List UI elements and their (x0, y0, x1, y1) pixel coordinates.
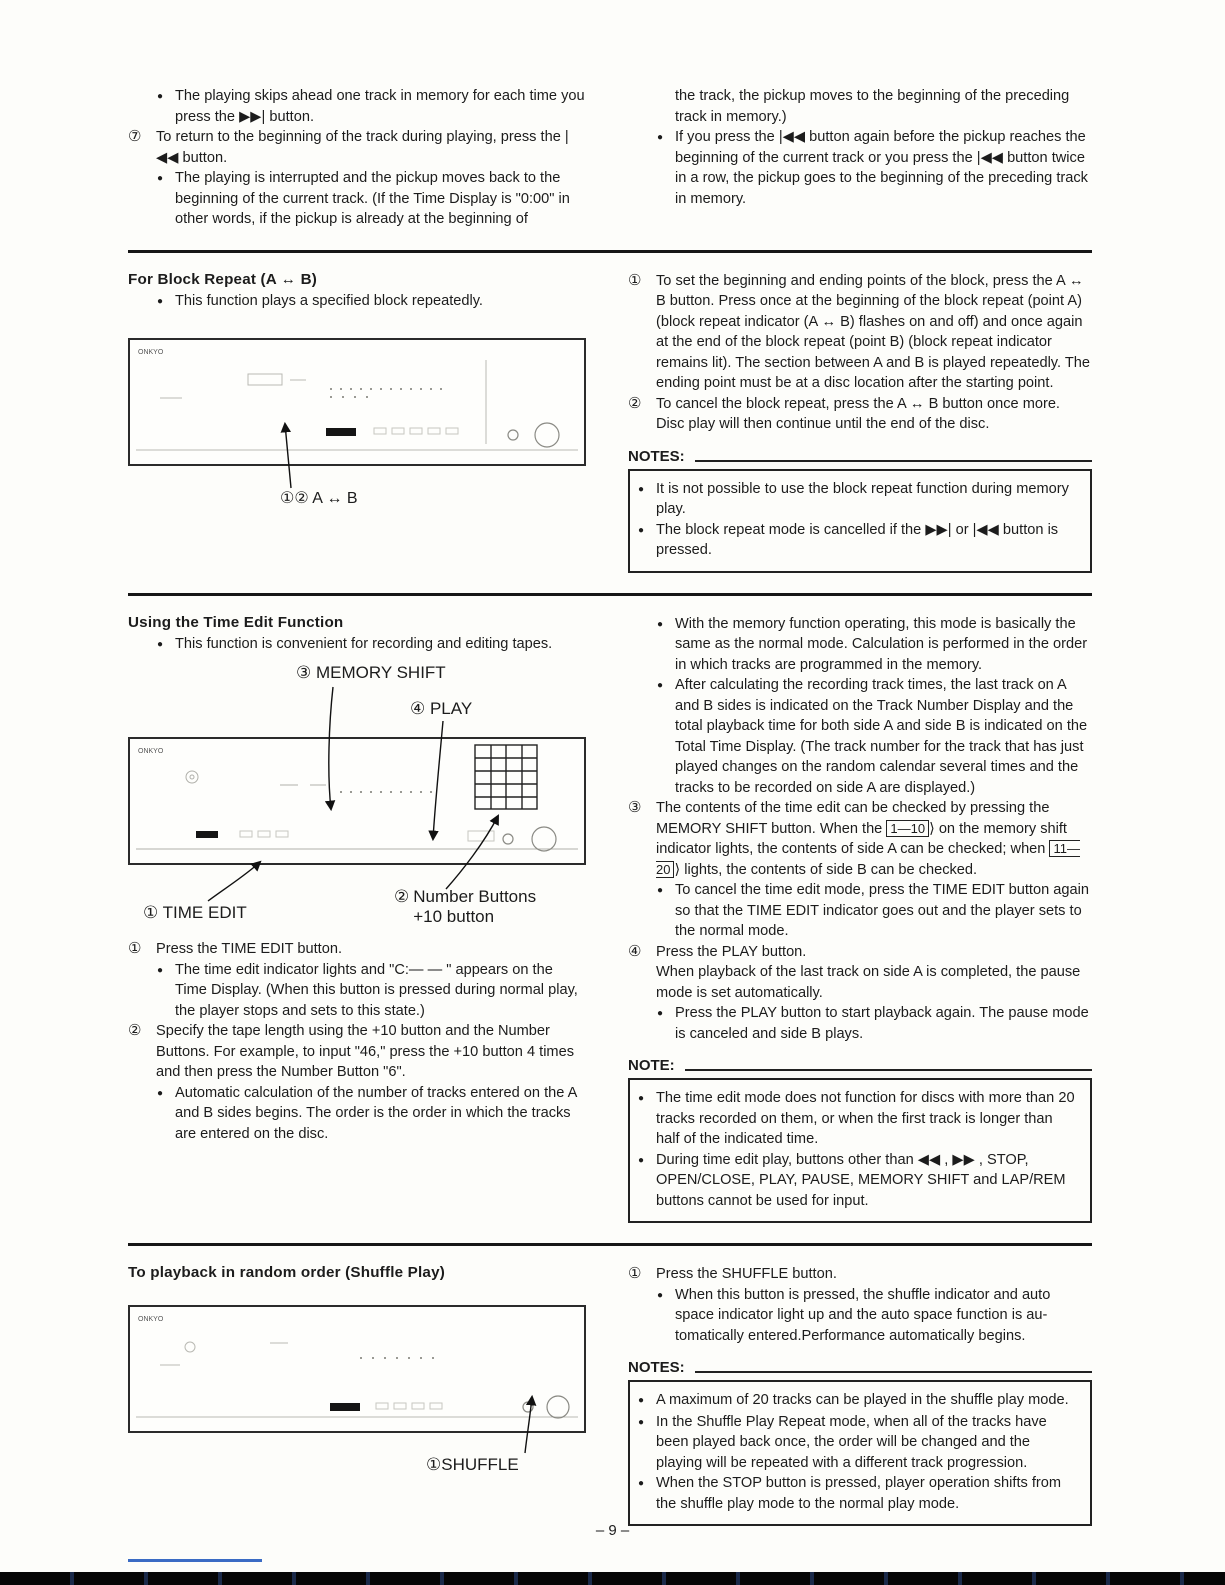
figure-callout-number-buttons (394, 887, 536, 927)
bullet-icon: ● (638, 1395, 645, 1406)
bullet-icon: ● (638, 1093, 645, 1104)
numbered-step (628, 271, 1092, 394)
step-number: ② (394, 887, 410, 906)
bullet-icon: ● (657, 680, 664, 691)
angle-glyph: ⟩ (929, 820, 935, 837)
highlighted-ab-button (326, 428, 356, 436)
bullet-item (628, 614, 1092, 676)
notes-label: NOTES: (628, 447, 685, 465)
body-text: To cancel the block repeat, press the A ↔ B button once more. Disc play will then continue until the end of the disc. (656, 395, 1060, 432)
bullet-icon: ● (157, 91, 164, 102)
note-text: During time edit play, buttons other than ◀◀ , ▶▶ , STOP, OPEN/CLOSE, PLAY, PAUSE, MEMORY SHIFT and LAP/REM buttons cannot be used for input. (656, 1151, 1066, 1209)
body-text: The playing is interrupted and the pickup moves back to the beginning of the current track. (If the Time Display is "0:00" in other words, if the pickup is already at the beginning of (175, 170, 570, 227)
bullet-item (128, 291, 586, 313)
notes-heading (628, 448, 1092, 465)
body-text: Press the PLAY button. (656, 943, 807, 960)
bullet-item (628, 1003, 1092, 1044)
block-repeat-figure (128, 338, 588, 524)
figure-callout-shuffle: ①SHUFFLE (426, 1455, 519, 1474)
step-number: ① (628, 1266, 642, 1282)
notes-underline (695, 460, 1092, 462)
step-number: ② (628, 395, 642, 412)
notes-underline (695, 1371, 1092, 1373)
note-text: The block repeat mode is cancelled if the ▶▶| or |◀◀ button is pressed. (656, 521, 1059, 558)
note-item (636, 1412, 1080, 1474)
bullet-icon: ● (657, 132, 664, 143)
brand-text: ONKYO (138, 349, 164, 356)
notes-box (628, 1380, 1092, 1526)
callout-arrow-time-edit (208, 862, 260, 901)
block-repeat-left-column (128, 271, 586, 573)
body-text: To cancel the time edit mode, press the TIME EDIT button again so that the TIME EDIT indicator goes out and the player sets to the normal mode. (675, 882, 1089, 939)
bullet-icon: ● (638, 1154, 645, 1166)
cd-player-front-panel (128, 1305, 586, 1433)
note-text: It is not possible to use the block repeat function during memory play. (656, 480, 1069, 517)
note-box (628, 1078, 1092, 1223)
cd-player-panel-drawing (130, 739, 584, 863)
cd-player-panel-drawing (130, 1307, 584, 1431)
note-item (636, 1088, 1080, 1150)
bullet-item (128, 168, 586, 230)
note-text: The time edit mode does not function for discs with more than 20 tracks recorded on them, or when the first track is longer than half of the indicated time. (656, 1090, 1075, 1147)
page-number: – 9 – (595, 1522, 630, 1539)
scan-blue-mark (128, 1559, 262, 1562)
body-text: Press the SHUFFLE button. (656, 1266, 837, 1282)
notes-box (628, 469, 1092, 573)
highlighted-shuffle-button (330, 1403, 360, 1411)
number-pad-grid (475, 745, 537, 809)
body-text: Press the PLAY button to start playback again. The pause mode is canceled and side B plays. (675, 1005, 1089, 1042)
bullet-icon: ● (657, 1008, 664, 1019)
bullet-icon: ● (638, 483, 645, 495)
block-repeat-right-column (628, 271, 1092, 573)
note-item (636, 1473, 1080, 1514)
bullet-item (128, 634, 586, 656)
brand-text: ONKYO (138, 748, 164, 755)
body-text: The time edit indicator lights and "C:— — " appears on the Time Display. (When this button is pressed during normal play, the player stops and sets to this state.) (175, 961, 578, 1019)
numbered-step (628, 394, 1092, 435)
shuffle-right-column (628, 1264, 1092, 1526)
figure-callout-play: ④ PLAY (410, 699, 473, 718)
track-skip-right-column (628, 86, 1092, 230)
body-text: the track, the pickup moves to the beginning of the preceding track in memory.) (675, 88, 1070, 125)
numbered-step (128, 1021, 586, 1083)
figure-callout-ab: ①② A ↔ B (280, 490, 358, 507)
text-run: lights, the contents of side B can be checked. (680, 861, 978, 878)
numbered-step (128, 939, 586, 960)
cd-player-front-panel (128, 338, 586, 466)
cd-player-front-panel (128, 737, 586, 865)
note-text: When the STOP button is pressed, player operation shifts from the shuffle play mode to the normal play mode. (656, 1475, 1062, 1512)
section-heading: To playback in random order (Shuffle Play) (128, 1264, 445, 1281)
time-edit-left-column (128, 614, 586, 1224)
text-run: The contents of the time edit can be checked by pressing the MEMORY SHIFT button. When the (656, 800, 1050, 837)
section-shuffle (128, 1264, 1092, 1526)
notes-heading (628, 1359, 1092, 1376)
step-number: ⑦ (128, 129, 142, 145)
step-number: ④ (628, 943, 642, 960)
body-text: The playing skips ahead one track in memory for each time you press the ▶▶| button. (175, 88, 585, 125)
note-heading (628, 1057, 1092, 1074)
angle-glyph: ⟩ (674, 861, 681, 878)
bullet-icon: ● (638, 1478, 645, 1489)
bullet-icon: ● (657, 885, 664, 896)
bullet-icon: ● (638, 1416, 645, 1428)
note-item (636, 520, 1080, 561)
bullet-icon: ● (638, 524, 645, 536)
body-text: If you press the |◀◀ button again before the pickup reaches the beginning of the current track or you press the |◀◀ button twice in a row, the pickup goes to the beginning of the preceding track in memory. (675, 129, 1088, 207)
body-text (656, 798, 1092, 880)
callout-line: Number Buttons (413, 887, 537, 906)
time-edit-right-column (628, 614, 1092, 1224)
text-run: on the memory shift indicator lights, the contents of side A can be checked; when (656, 820, 1067, 857)
section-track-skip (128, 86, 1092, 230)
body-text: To set the beginning and ending points of the block, press the A ↔ B button. Press once at the beginning of the block repeat (point A) (block repeat indicator (A ↔ B) flashes on and off) and once again at the end of the block repeat (point B) (block repeat indicator remains lit). The section between A and B is played repeatedly. The ending point must be at a disc location after the starting point. (656, 272, 1091, 391)
section-divider (128, 593, 1092, 596)
cd-player-panel-drawing (130, 340, 584, 464)
body-text: Press the TIME EDIT button. (156, 941, 343, 957)
body-text: After calculating the recording track times, the last track on A and B sides is indicated on the Track Number Display and the total playback time for both side A and side B is indicated on the Total Time Display. (The track number for the track that has just played changes on the random calendar several times and the tracks to be recorded on side A are displayed.) (675, 677, 1088, 796)
body-text: When this button is pressed, the shuffle indicator and auto space indicator light up and the auto space function is au- tomatically entered.Performance automatically begins. (675, 1286, 1051, 1344)
bullet-icon: ● (157, 964, 164, 976)
section-divider (128, 1243, 1092, 1246)
memory-shift-range-badge: 1—10 (886, 820, 929, 837)
bullet-icon: ● (157, 1087, 164, 1099)
note-underline (685, 1069, 1092, 1071)
figure-callout-time-edit: ① TIME EDIT (143, 903, 247, 922)
bullet-item (128, 86, 586, 127)
page-content (128, 86, 1092, 1526)
highlighted-time-edit-button (196, 831, 218, 838)
bullet-item (628, 675, 1092, 798)
note-label: NOTE: (628, 1057, 675, 1074)
bullet-item (628, 880, 1092, 942)
numbered-step (628, 798, 1092, 880)
brand-text: ONKYO (138, 1316, 164, 1323)
bullet-item (628, 127, 1092, 209)
bullet-icon: ● (157, 295, 164, 307)
body-text: With the memory function operating, this mode is basically the same as the normal mode. Calculation is performed in the order in which tracks are programmed in the memory. (675, 615, 1088, 673)
figure-callout-memory-shift: ③ MEMORY SHIFT (296, 663, 446, 682)
numbered-step (628, 942, 1092, 1004)
bullet-item (628, 1285, 1092, 1347)
bullet-icon: ● (657, 1289, 664, 1301)
body-text: Automatic calculation of the number of tracks entered on the A and B sides begins. The order is the order in which the tracks are entered on the disc. (175, 1084, 577, 1142)
bullet-icon: ● (157, 173, 164, 184)
body-text: This function is convenient for recording and editing tapes. (175, 635, 553, 652)
note-item (636, 1150, 1080, 1212)
section-divider (128, 250, 1092, 253)
shuffle-figure (128, 1305, 588, 1491)
shuffle-left-column (128, 1264, 586, 1526)
bullet-icon: ● (157, 638, 164, 650)
body-text: Specify the tape length using the +10 button and the Number Buttons. For example, to input "46," press the +10 button 4 times and then press the Number Button "6". (156, 1023, 575, 1080)
body-text: When playback of the last track on side A is completed, the pause mode is set automatically. (656, 964, 1081, 1001)
callout-line: +10 button (413, 907, 495, 926)
body-text: This function plays a specified block repeatedly. (175, 292, 483, 309)
section-heading: For Block Repeat (A ↔ B) (128, 270, 318, 288)
notes-label: NOTES: (628, 1359, 685, 1376)
section-heading: Using the Time Edit Function (128, 613, 344, 631)
time-edit-figure (128, 663, 588, 931)
bullet-item (128, 960, 586, 1022)
step-number: ① (628, 272, 642, 289)
note-item (636, 1390, 1080, 1412)
note-text: In the Shuffle Play Repeat mode, when all of the tracks have been played back once, the order will be changed and the playing will be repeated with a different track progression. (656, 1413, 1047, 1471)
numbered-step (128, 127, 586, 168)
step-number: ① (128, 941, 142, 957)
section-block-repeat (128, 271, 1092, 573)
memory-shift-range-badge: 11—20 (656, 841, 1080, 877)
section-time-edit (128, 614, 1092, 1224)
step-number: ② (128, 1023, 142, 1039)
note-item (636, 479, 1080, 520)
body-text: To return to the beginning of the track during playing, press the |◀◀ button. (156, 129, 569, 166)
bullet-icon: ● (657, 618, 664, 630)
scan-edge-bar (0, 1572, 1225, 1585)
numbered-step (628, 1264, 1092, 1285)
step-number: ③ (628, 800, 642, 816)
note-text: A maximum of 20 tracks can be played in the shuffle play mode. (656, 1392, 1069, 1408)
bullet-item (128, 1083, 586, 1145)
track-skip-left-column (128, 86, 586, 230)
